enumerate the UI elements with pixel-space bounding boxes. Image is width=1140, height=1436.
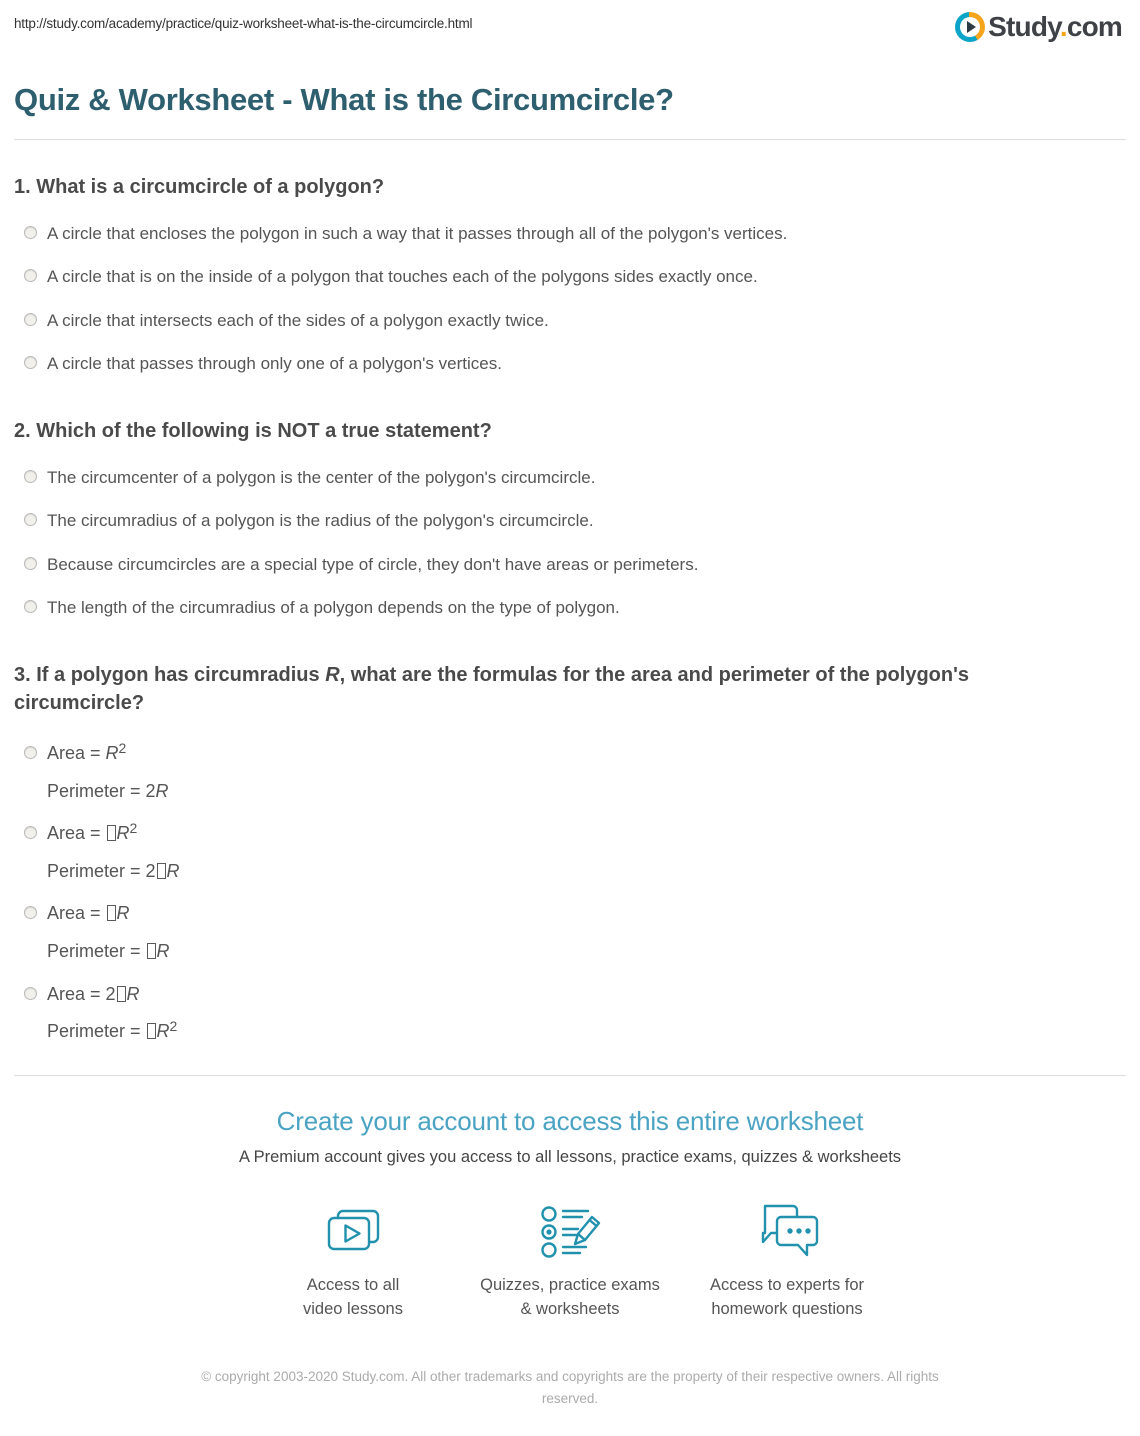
- formula-option-lines: [47, 820, 180, 882]
- divider-top: [14, 139, 1126, 140]
- studycom-logo[interactable]: [955, 12, 1122, 42]
- q1-option-4[interactable]: [14, 353, 1126, 374]
- radio-button[interactable]: [24, 470, 37, 483]
- radio-button[interactable]: [24, 557, 37, 570]
- question-2: [14, 417, 1126, 618]
- feature-label: Quizzes, practice exams & worksheets: [480, 1275, 660, 1318]
- area-formula: Area = R: [47, 903, 130, 924]
- source-url: http://study.com/academy/practice/quiz-worksheet-what-is-the-circumcircle.html: [14, 16, 473, 31]
- q1-option-1[interactable]: [14, 223, 1126, 244]
- feature-video-lessons: [253, 1200, 453, 1322]
- page-title: Quiz & Worksheet - What is the Circumcircle?: [14, 82, 674, 117]
- q2-option-3[interactable]: [14, 554, 1126, 575]
- area-formula: Area = $R^2$: [47, 740, 127, 763]
- quiz-pencil-icon: [470, 1200, 670, 1262]
- option-label: Because circumcircles are a special type of circle, they don't have areas or perimeters.: [47, 554, 699, 574]
- studycom-logo-text: Study.com: [988, 11, 1122, 42]
- perimeter-formula: Perimeter = 2R: [47, 780, 169, 801]
- radio-button[interactable]: [24, 906, 37, 919]
- formula-option-lines: [47, 984, 177, 1043]
- question-1: [14, 173, 1126, 374]
- q3-option-2[interactable]: [14, 820, 1126, 882]
- question-1-heading: 1. What is a circumcircle of a polygon?: [14, 176, 385, 198]
- feature-label: Access to experts for homework questions: [709, 1275, 865, 1318]
- feature-quizzes-worksheets: [470, 1200, 670, 1322]
- missing-glyph-box: [157, 863, 166, 879]
- option-label: The circumcenter of a polygon is the center of the polygon's circumcircle.: [47, 468, 596, 487]
- option-label: A circle that passes through only one of a polygon's vertices.: [47, 353, 502, 373]
- studycom-logo-icon: [955, 12, 985, 42]
- radio-button[interactable]: [24, 987, 37, 1000]
- cta-title: Create your account to access this entire worksheet: [276, 1105, 864, 1136]
- question-2-heading: 2. Which of the following is NOT a true statement?: [14, 420, 492, 442]
- play-icon: [967, 21, 976, 33]
- option-label: A circle that encloses the polygon in such a way that it passes through all of the polygon's vertices.: [47, 224, 788, 243]
- question-3: [14, 661, 1126, 1043]
- perimeter-formula: Perimeter = $R^2$: [47, 1018, 178, 1042]
- radio-button[interactable]: [24, 356, 37, 369]
- feature-label: Access to all video lessons: [303, 1275, 403, 1318]
- missing-glyph-box: [107, 825, 116, 841]
- q3-option-4[interactable]: [14, 984, 1126, 1043]
- area-formula: Area = $R^2$: [47, 820, 138, 844]
- option-label: The circumradius of a polygon is the radius of the polygon's circumcircle.: [47, 511, 594, 531]
- question-3-heading: 3. If a polygon has circumradius R, what are the formulas for the area and perimeter of the polygon's circumcircle?: [14, 664, 969, 714]
- perimeter-formula: Perimeter = R: [47, 940, 170, 961]
- q2-option-1[interactable]: [14, 467, 1126, 488]
- radio-button[interactable]: [24, 513, 37, 526]
- perimeter-formula: Perimeter = 2 R: [47, 860, 180, 881]
- formula-option-lines: [47, 903, 170, 962]
- area-formula: Area = 2 R: [47, 983, 140, 1004]
- radio-button[interactable]: [24, 746, 37, 759]
- q1-option-3[interactable]: [14, 310, 1126, 331]
- option-label: A circle that intersects each of the sides of a polygon exactly twice.: [47, 310, 549, 330]
- chat-experts-icon: [687, 1200, 887, 1262]
- radio-button[interactable]: [24, 313, 37, 326]
- missing-glyph-box: [147, 1023, 156, 1039]
- missing-glyph-box: [107, 905, 116, 921]
- q3-option-3[interactable]: [14, 903, 1126, 962]
- divider-bottom: [14, 1075, 1126, 1076]
- page-header: [14, 0, 1126, 42]
- feature-homework-experts: [687, 1200, 887, 1322]
- missing-glyph-box: [117, 986, 126, 1002]
- video-lessons-icon: [253, 1200, 453, 1262]
- formula-option-lines: [47, 740, 169, 802]
- q3-option-1[interactable]: [14, 740, 1126, 802]
- option-label: The length of the circumradius of a polygon depends on the type of polygon.: [47, 597, 620, 617]
- missing-glyph-box: [147, 943, 156, 959]
- radio-button[interactable]: [24, 226, 37, 239]
- radio-button[interactable]: [24, 826, 37, 839]
- q1-option-2[interactable]: [14, 266, 1126, 287]
- copyright-notice: © copyright 2003-2020 Study.com. All other trademarks and copyrights are the property of their respective owners. All rights reserved.: [201, 1368, 939, 1406]
- option-label: A circle that is on the inside of a polygon that touches each of the polygons sides exactly once.: [47, 267, 758, 287]
- q2-option-4[interactable]: [14, 597, 1126, 618]
- radio-button[interactable]: [24, 600, 37, 613]
- radio-button[interactable]: [24, 269, 37, 282]
- cta-subtitle: A Premium account gives you access to all lessons, practice exams, quizzes & worksheets: [238, 1147, 902, 1166]
- q2-option-2[interactable]: [14, 510, 1126, 531]
- feature-row: [14, 1200, 1126, 1322]
